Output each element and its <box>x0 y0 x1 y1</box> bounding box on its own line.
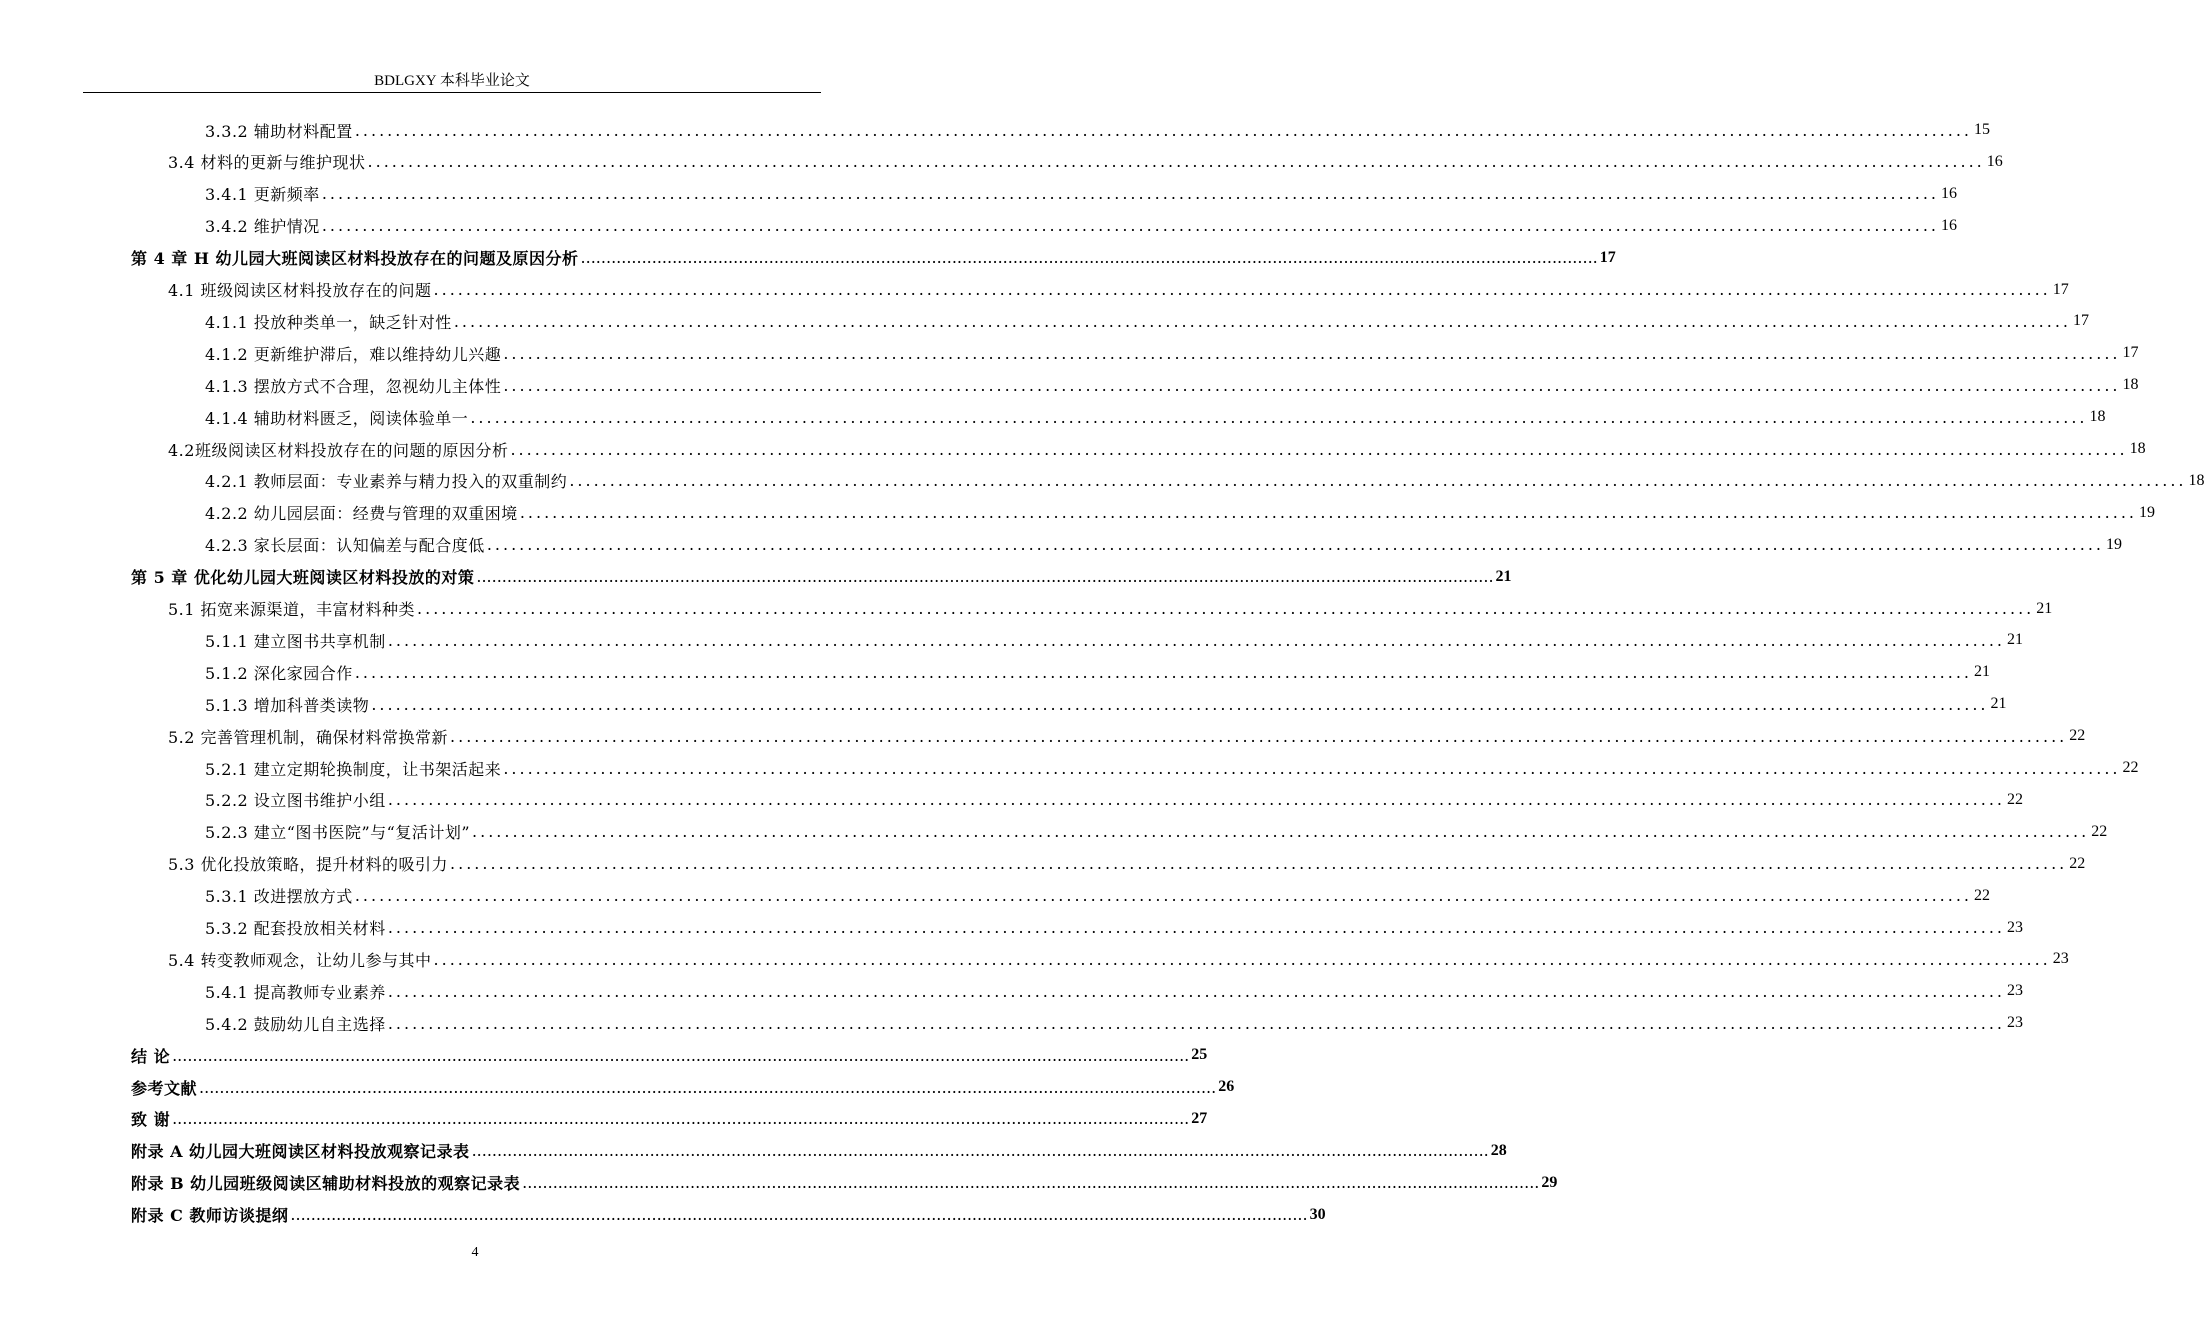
toc-entry-page: 23 <box>2007 918 2023 936</box>
toc-entry-title: 第 5 章 优化幼儿园大班阅读区材料投放的对策 <box>131 568 475 588</box>
toc-entry[interactable] <box>168 943 2069 975</box>
toc-entry-page: 17 <box>2052 280 2069 298</box>
toc-leader-dots: ........................................................................................................................................................................................................ <box>503 758 2121 778</box>
toc-entry-page: 22 <box>2007 790 2023 808</box>
toc-entry-title: 致 谢 <box>131 1110 171 1130</box>
toc-leader-dots: ........................................................................................................................................................................................................ <box>471 1141 1489 1161</box>
toc-leader-dots: ........................................................................................................................................................................................................ <box>433 949 2051 969</box>
toc-entry-page: 18 <box>2188 471 2205 489</box>
toc-entry-page: 15 <box>1974 121 1990 138</box>
toc-leader-dots: ........................................................................................................................................................................................................ <box>472 822 2090 842</box>
toc-entry-page: 21 <box>2007 631 2023 649</box>
toc-entry[interactable] <box>168 593 2053 625</box>
toc-entry-page: 19 <box>2106 535 2122 553</box>
toc-leader-dots: ........................................................................................................................................................................................................ <box>290 1205 1308 1225</box>
toc-leader-dots: ........................................................................................................................................................................................................ <box>522 1173 1540 1193</box>
toc-leader-dots: ........................................................................................................................................................................................................ <box>486 535 2104 555</box>
toc-entry-title: 3.4 材料的更新与维护现状 <box>168 153 366 173</box>
toc-leader-dots: ........................................................................................................................................................................................................ <box>387 1013 2005 1033</box>
toc-entry[interactable] <box>205 688 2007 720</box>
toc-entry-page: 23 <box>2007 1014 2023 1032</box>
toc-leader-dots: ........................................................................................................................................................................................................ <box>354 886 1972 906</box>
toc-entry-title: 4.2.1 教师层面：专业素养与精力投入的双重制约 <box>205 472 568 492</box>
toc-entry[interactable] <box>131 1135 1507 1167</box>
toc-entry-page: 28 <box>1490 1141 1507 1159</box>
toc-leader-dots: ........................................................................................................................................................................................................ <box>510 439 2128 459</box>
toc-leader-dots: ........................................................................................................................................................................................................ <box>417 599 2035 618</box>
toc-entry-title: 5.1.3 增加科普类读物 <box>205 695 370 715</box>
toc-leader-dots: ........................................................................................................................................................................................................ <box>172 1109 1190 1129</box>
toc-entry[interactable] <box>205 1007 2023 1039</box>
toc-entry-page: 30 <box>1309 1205 1326 1223</box>
toc-entry-title: 4.1.1 投放种类单一，缺乏针对性 <box>205 312 452 332</box>
toc-entry-page: 29 <box>1541 1173 1558 1191</box>
toc-entry[interactable] <box>131 1039 1208 1071</box>
toc-entry[interactable] <box>205 369 2139 401</box>
toc-leader-dots: ........................................................................................................................................................................................................ <box>387 918 2005 937</box>
toc-entry[interactable] <box>168 720 2086 752</box>
toc-entry[interactable] <box>205 337 2139 369</box>
toc-leader-dots: ........................................................................................................................................................................................................ <box>470 407 2088 427</box>
toc-entry-page: 22 <box>2091 822 2108 840</box>
toc-entry[interactable] <box>205 529 2122 561</box>
toc-entry-title: 4.2.3 家长层面：认知偏差与配合度低 <box>205 536 485 556</box>
toc-entry-title: 5.2 完善管理机制，确保材料常换常新 <box>168 727 449 747</box>
toc-entry-page: 21 <box>1974 663 1990 681</box>
toc-leader-dots: ........................................................................................................................................................................................................ <box>450 726 2068 746</box>
toc-leader-dots: ........................................................................................................................................................................................................ <box>476 567 1494 587</box>
toc-leader-dots: ........................................................................................................................................................................................................ <box>503 375 2121 395</box>
toc-leader-dots: ........................................................................................................................................................................................................ <box>321 216 1939 236</box>
toc-entry-title: 5.3.2 配套投放相关材料 <box>205 919 386 938</box>
toc-entry-title: 5.2.1 建立定期轮换制度，让书架活起来 <box>205 759 502 779</box>
toc-entry[interactable] <box>205 497 2155 529</box>
toc-entry[interactable] <box>205 975 2023 1007</box>
toc-entry[interactable] <box>131 561 1512 593</box>
toc-entry[interactable] <box>131 1199 1326 1231</box>
toc-leader-dots: ........................................................................................................................................................................................................ <box>450 854 2068 874</box>
toc-entry-page: 21 <box>1990 695 2007 713</box>
page-number: 4 <box>471 1245 479 1260</box>
toc-entry-title: 5.2.3 建立“图书医院”与“复活计划” <box>205 823 471 843</box>
page-header: BDLGXY 本科毕业论文 <box>374 73 530 89</box>
toc-entry[interactable] <box>168 848 2086 880</box>
toc-entry-title: 5.4.2 鼓励幼儿自主选择 <box>205 1014 386 1034</box>
toc-entry-title: 附录 A 幼儿园大班阅读区材料投放观察记录表 <box>131 1142 470 1162</box>
toc-leader-dots: ........................................................................................................................................................................................................ <box>172 1045 1190 1065</box>
toc-leader-dots: ........................................................................................................................................................................................................ <box>199 1077 1217 1097</box>
toc-entry-page: 21 <box>1495 567 1512 585</box>
toc-entry-title: 结 论 <box>131 1046 171 1066</box>
toc-entry[interactable] <box>168 146 2003 178</box>
toc-entry-title: 5.1.2 深化家园合作 <box>205 663 353 683</box>
toc-leader-dots: ........................................................................................................................................................................................................ <box>503 343 2121 363</box>
toc-entry-title: 3.4.1 更新频率 <box>205 185 320 205</box>
toc-entry-page: 23 <box>2007 982 2023 1000</box>
toc-entry-page: 22 <box>1974 886 1990 904</box>
toc-entry-title: 3.4.2 维护情况 <box>205 217 320 237</box>
toc-entry-title: 4.1.2 更新维护滞后，难以维持幼儿兴趣 <box>205 344 502 364</box>
toc-leader-dots: ........................................................................................................................................................................................................ <box>387 790 2005 810</box>
toc-entry-title: 4.1.4 辅助材料匮乏，阅读体验单一 <box>205 408 469 428</box>
toc-entry[interactable] <box>205 880 1990 912</box>
toc-entry[interactable] <box>205 912 2023 944</box>
toc-entry-page: 17 <box>1599 248 1616 266</box>
toc-entry-title: 5.2.2 设立图书维护小组 <box>205 791 386 811</box>
toc-entry[interactable] <box>205 752 2139 784</box>
toc-entry-page: 17 <box>2122 344 2139 362</box>
toc-entry-page: 18 <box>2129 440 2146 457</box>
toc-entry-title: 4.2班级阅读区材料投放存在的问题的原因分析 <box>168 440 509 460</box>
toc-leader-dots: ........................................................................................................................................................................................................ <box>321 184 1939 204</box>
toc-entry[interactable] <box>205 656 1990 688</box>
toc-leader-dots: ........................................................................................................................................................................................................ <box>367 152 1985 172</box>
toc-entry[interactable] <box>205 465 2205 497</box>
toc-entry[interactable] <box>131 242 1616 274</box>
toc-entry[interactable] <box>205 784 2023 816</box>
toc-entry-title: 4.2.2 幼儿园层面：经费与管理的双重困境 <box>205 504 518 524</box>
toc-entry[interactable] <box>205 178 1957 210</box>
toc-entry-page: 22 <box>2069 727 2086 745</box>
toc-entry-page: 19 <box>2139 503 2155 521</box>
toc-leader-dots: ........................................................................................................................................................................................................ <box>387 981 2005 1001</box>
toc-entry-page: 18 <box>2122 376 2139 394</box>
toc-entry-page: 22 <box>2069 854 2086 872</box>
toc-entry[interactable] <box>131 1071 1235 1103</box>
toc-entry-page: 16 <box>1941 216 1957 234</box>
toc-leader-dots: ........................................................................................................................................................................................................ <box>519 503 2137 523</box>
toc-entry[interactable] <box>205 210 1957 242</box>
toc-entry[interactable] <box>168 433 2146 465</box>
toc-leader-dots: ........................................................................................................................................................................................................ <box>354 120 1972 140</box>
toc-entry-title: 参考文献 <box>131 1078 198 1098</box>
toc-entry[interactable] <box>205 816 2108 848</box>
toc-entry-page: 23 <box>2052 950 2069 968</box>
toc-entry-page: 27 <box>1191 1109 1208 1127</box>
toc-leader-dots: ........................................................................................................................................................................................................ <box>433 280 2051 299</box>
toc-entry-title: 附录 C 教师访谈提纲 <box>131 1206 289 1226</box>
toc-entry-title: 第 4 章 H 幼儿园大班阅读区材料投放存在的问题及原因分析 <box>131 249 579 269</box>
toc-entry-title: 5.4 转变教师观念，让幼儿参与其中 <box>168 950 432 970</box>
toc-entry[interactable] <box>168 274 2069 306</box>
toc-entry-title: 5.3.1 改进摆放方式 <box>205 887 353 907</box>
toc-entry-page: 26 <box>1218 1078 1235 1095</box>
toc-leader-dots: ........................................................................................................................................................................................................ <box>453 311 2071 331</box>
toc-entry-page: 17 <box>2073 312 2089 330</box>
toc-entry[interactable] <box>131 1103 1208 1135</box>
toc-entry-title: 5.3 优化投放策略，提升材料的吸引力 <box>168 855 449 875</box>
toc-entry-page: 25 <box>1191 1046 1208 1064</box>
toc-leader-dots: ........................................................................................................................................................................................................ <box>580 248 1598 268</box>
toc-entry-title: 5.4.1 提高教师专业素养 <box>205 982 386 1002</box>
toc-entry-page: 21 <box>2036 599 2053 617</box>
toc-leader-dots: ........................................................................................................................................................................................................ <box>371 694 1989 714</box>
toc-leader-dots: ........................................................................................................................................................................................................ <box>569 471 2187 491</box>
toc-entry-title: 附录 B 幼儿园班级阅读区辅助材料投放的观察记录表 <box>131 1174 521 1194</box>
toc-entry[interactable] <box>205 114 1990 146</box>
toc-entry-page: 16 <box>1941 184 1957 202</box>
toc-entry-page: 16 <box>1986 152 2003 170</box>
toc-entry-title: 4.1.3 摆放方式不合理，忽视幼儿主体性 <box>205 376 502 396</box>
toc-leader-dots: ........................................................................................................................................................................................................ <box>354 662 1972 682</box>
header-rule <box>83 92 821 93</box>
toc-leader-dots: ........................................................................................................................................................................................................ <box>387 630 2005 650</box>
toc-entry[interactable] <box>131 1167 1558 1199</box>
toc-entry-title: 4.1 班级阅读区材料投放存在的问题 <box>168 281 432 300</box>
toc-entry[interactable] <box>205 305 2089 337</box>
toc-entry-page: 22 <box>2122 759 2139 776</box>
toc-entry-title: 5.1 拓宽来源渠道，丰富材料种类 <box>168 600 416 619</box>
toc-entry[interactable] <box>205 401 2106 433</box>
toc-entry-title: 5.1.1 建立图书共享机制 <box>205 631 386 651</box>
toc-entry-title: 3.3.2 辅助材料配置 <box>205 121 353 141</box>
toc-entry-page: 18 <box>2089 408 2106 426</box>
toc-entry[interactable] <box>205 624 2023 656</box>
